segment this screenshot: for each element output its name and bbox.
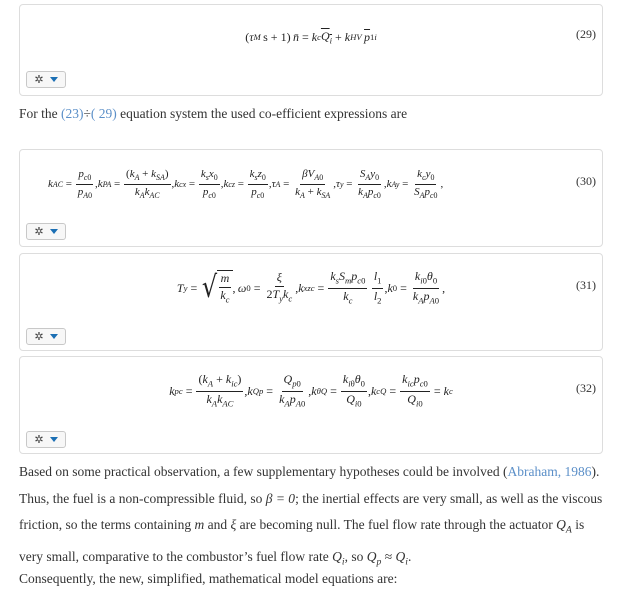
mass-symbol: m bbox=[194, 517, 205, 532]
equation-link-23[interactable]: (23) bbox=[61, 106, 84, 121]
equation-box-29 bbox=[19, 4, 603, 96]
gear-icon: ✲ bbox=[34, 330, 44, 343]
qi-symbol: $Q_i$ bbox=[332, 549, 345, 568]
beta-expression: β = 0 bbox=[265, 490, 296, 506]
paragraph-consequently: Consequently, the new, simplified, mathematical model equations are: bbox=[19, 571, 398, 586]
equation-number-30: (30) bbox=[576, 174, 596, 188]
gear-icon: ✲ bbox=[34, 225, 44, 238]
gear-icon: ✲ bbox=[34, 433, 44, 446]
equation-menu-button[interactable] bbox=[26, 71, 66, 88]
equation-menu-button[interactable] bbox=[26, 328, 66, 345]
equation-menu-button[interactable] bbox=[26, 223, 66, 240]
equation-menu-button[interactable] bbox=[26, 431, 66, 448]
equation-link-29[interactable]: ( 29) bbox=[90, 106, 117, 121]
caret-down-icon bbox=[50, 334, 58, 339]
equation-box-32 bbox=[19, 356, 603, 454]
qa-symbol: $Q_A$ bbox=[556, 517, 572, 536]
equation-29: ( τ M s + 1) n̄ = k c $Q_i$ + k HV $\overline{p}$ 1 i bbox=[245, 28, 377, 46]
gear-icon: ✲ bbox=[34, 73, 44, 86]
caret-down-icon bbox=[50, 77, 58, 82]
equation-32: k pc = $\frac{(k_A + k_{ic})}{k_Ak_{AC}}$ , k Qp = $\frac{Q_{p0}}{k_Ap_{A0}}$ , k θQ = $\frac{k_{i\theta}\theta_0}{Q_{i0}}$ , k cQ = $\frac{k_{ic}p_{c0}}{Q_{i0}}$ = k c bbox=[169, 372, 453, 408]
equation-number-29: (29) bbox=[576, 27, 596, 41]
qi-symbol-2: $Q_i$ bbox=[395, 549, 408, 568]
caret-down-icon bbox=[50, 229, 58, 234]
equation-30: k AC = $\frac{p_{c0}}{p_{A0}}$ , k PA = $\frac{(k_A + k_{SA})}{k_Ak_{AC}}$ , k cx = $\frac{k_sx_0}{p_{c0}}$ , k cz = $\frac{k_sz_0}{p_{c0}}$ , τ A = $\frac{\beta V_{A0}}{k_A + k_{SA}}$ , τ y = $\frac{S_Ay_0}{k_Ap_{c0}}$ , k Ay = $\frac{k_cy_0}{S_Ap_{c0}}$ , bbox=[48, 168, 444, 200]
equation-number-32: (32) bbox=[576, 381, 596, 395]
caret-down-icon bbox=[50, 437, 58, 442]
equation-number-31: (31) bbox=[576, 278, 596, 292]
xi-symbol: ξ bbox=[230, 517, 237, 532]
equation-box-31 bbox=[19, 253, 603, 351]
equation-31: T y = √ $\frac{m}{k_c}$ , ω 0 = $\frac{\xi}{2T_yk_c}$ , k xzc = $\frac{k_sS_mp_{c0}}{k_c}$ $\frac{l_1}{l_2}$ , k 0 = $\frac{k_{i0}\theta_0}{k_Ap_{A0}}$ , bbox=[176, 269, 446, 305]
paragraph-intro: For the (23)÷( 29) equation system the used co-efficient expressions are bbox=[19, 106, 408, 121]
paragraph-hypotheses: Based on some practical observation, a few supplementary hypotheses could be involved (Abraham, 1986). Thus, the fuel is a non-compressible fluid, so β = 0; the inertial effects are very small, as well as the viscous friction, so the terms containing m and ξ are becoming null. The fuel flow rate through the actuator $Q_A$ is very small, comparative to the combustor’s fuel flow rate $Q_i$, so $Q_p \approx Q_i$. bbox=[19, 464, 603, 568]
qp-symbol: $Q_p$ bbox=[366, 549, 382, 568]
citation-link-abraham[interactable]: Abraham, 1986 bbox=[507, 464, 592, 479]
equation-box-30 bbox=[19, 149, 603, 247]
